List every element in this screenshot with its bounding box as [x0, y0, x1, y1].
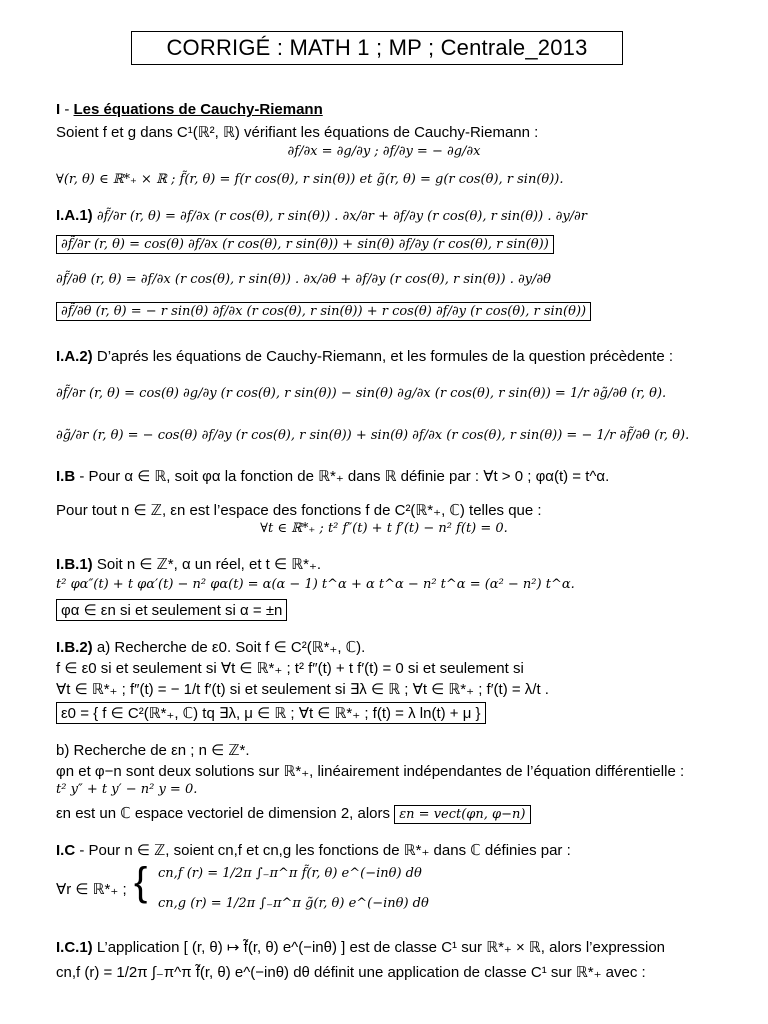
- question-label: I.A.2): [56, 348, 93, 365]
- definition-line: ∀(r, θ) ∈ ℝ*₊ × ℝ ; f̃(r, θ) = f(r cos(θ), r sin(θ)) et g̃(r, θ) = g(r cos(θ), r sin(θ)).: [56, 172, 564, 187]
- ia1-boxed-2: [56, 302, 591, 321]
- boxed-result: ε0 = { f ∈ C²(ℝ*₊, ℂ) tq ∃λ, μ ∈ ℝ ; ∀t ∈ ℝ*₊ ; f(t) = λ ln(t) + μ }: [56, 702, 486, 724]
- ic1-text: [56, 938, 665, 956]
- question-label: I.B.1): [56, 556, 93, 573]
- ia2-eq1: ∂f̃/∂r (r, θ) = cos(θ) ∂g/∂y (r cos(θ), r sin(θ)) − sin(θ) ∂g/∂x (r cos(θ), r sin(θ)) = 1/r ∂g̃/∂θ (r, θ).: [56, 386, 667, 401]
- ic-formula-f: cn,f (r) = 1/2π ∫₋π^π f̃(r, θ) e^(−inθ) dθ: [158, 866, 422, 881]
- ib2-b2: φn et φ−n sont deux solutions sur ℝ*₊, linéairement indépendantes de l’équation différentielle :: [56, 763, 685, 780]
- ib-equation: ∀t ∈ ℝ*₊ ; t² f″(t) + t f′(t) − n² f(t) = 0.: [260, 521, 508, 536]
- ib2-boxed: [56, 702, 486, 724]
- ib2-line3: ∀t ∈ ℝ*₊ ; f″(t) = − 1/t f′(t) si et seulement si ∃λ ∈ ℝ ; ∀t ∈ ℝ*₊ ; f′(t) = λ/t .: [56, 681, 549, 698]
- question-label: I.C.1): [56, 939, 93, 956]
- ib1-text: [56, 555, 321, 573]
- ib2-line2: f ∈ ε0 si et seulement si ∀t ∈ ℝ*₊ ; t² f″(t) + t f′(t) = 0 si et seulement si: [56, 660, 524, 677]
- formula: ∂f̃/∂r (r, θ) = ∂f/∂x (r cos(θ), r sin(θ)) . ∂x/∂r + ∂f/∂y (r cos(θ), r sin(θ)) . ∂y/∂r: [96, 209, 587, 224]
- paragraph: - Pour n ∈ ℤ, soient cn,f et cn,g les fonctions de ℝ*₊ dans ℂ définies par :: [75, 842, 571, 859]
- cauchy-riemann-equations: ∂f/∂x = ∂g/∂y ; ∂f/∂y = − ∂g/∂x: [287, 144, 481, 159]
- paragraph: εn est un ℂ espace vectoriel de dimension 2, alors: [56, 805, 391, 822]
- ib2-b3: t² y″ + t y′ − n² y = 0.: [56, 782, 198, 797]
- paragraph: D’aprés les équations de Cauchy-Riemann, et les formules de la question précèdente :: [96, 348, 674, 365]
- ib1-boxed: [56, 599, 287, 621]
- paragraph: L’application [ (r, θ) ↦ f̃(r, θ) e^(−inθ) ] est de classe C¹ sur ℝ*₊ × ℝ, alors l’expression: [92, 939, 666, 956]
- boxed-formula: ∂f̃/∂r (r, θ) = cos(θ) ∂f/∂x (r cos(θ), r sin(θ)) + sin(θ) ∂f/∂y (r cos(θ), r sin(θ)): [56, 235, 554, 254]
- intro-text: Soient f et g dans C¹(ℝ², ℝ) vérifiant les équations de Cauchy-Riemann :: [56, 124, 539, 141]
- ic-formula-g: cn,g (r) = 1/2π ∫₋π^π g̃(r, θ) e^(−inθ) dθ: [158, 896, 429, 911]
- ic-text: [56, 841, 571, 859]
- ib2-a: [56, 638, 365, 656]
- left-brace-icon: {: [134, 860, 148, 904]
- ib2-b4: [56, 804, 531, 824]
- ia1-boxed-1: [56, 235, 554, 254]
- ib2-b: b) Recherche de εn ; n ∈ ℤ*.: [56, 742, 250, 759]
- ic-lead: ∀r ∈ ℝ*₊ ;: [56, 881, 127, 898]
- section-number: I: [56, 101, 61, 118]
- ia1-line3: ∂f̃/∂θ (r, θ) = ∂f/∂x (r cos(θ), r sin(θ)) . ∂x/∂θ + ∂f/∂y (r cos(θ), r sin(θ)) . ∂y/∂θ: [56, 272, 551, 287]
- boxed-result: εn = vect(φn, φ−n): [394, 805, 530, 824]
- question-label: I.C: [56, 842, 76, 859]
- paragraph: Soit n ∈ ℤ*, α un réel, et t ∈ ℝ*₊.: [92, 556, 322, 573]
- ia2-text: [56, 348, 673, 365]
- paragraph: a) Recherche de ε0. Soit f ∈ C²(ℝ*₊, ℂ).: [92, 639, 366, 656]
- ia2-eq2: ∂g̃/∂r (r, θ) = − cos(θ) ∂f/∂y (r cos(θ), r sin(θ)) + sin(θ) ∂f/∂x (r cos(θ), r sin(θ)) = − 1/r ∂f̃/∂θ (r, θ).: [56, 428, 690, 443]
- ib-text2: Pour tout n ∈ ℤ, εn est l’espace des fonctions f de C²(ℝ*₊, ℂ) telles que :: [56, 502, 542, 519]
- question-label: I.A.1): [56, 207, 93, 224]
- ia1-line1: [56, 207, 587, 224]
- section-title: Les équations de Cauchy-Riemann: [73, 101, 323, 118]
- section-heading: I - Les équations de Cauchy-Riemann: [56, 101, 323, 118]
- ib-text: [56, 467, 609, 485]
- paragraph: - Pour α ∈ ℝ, soit φα la fonction de ℝ*₊ dans ℝ définie par : ∀t > 0 ; φα(t) = t^α.: [75, 468, 610, 485]
- ib1-equation: t² φα″(t) + t φα′(t) − n² φα(t) = α(α − 1) t^α + α t^α − n² t^α = (α² − n²) t^α.: [56, 577, 575, 592]
- boxed-formula: ∂f̃/∂θ (r, θ) = − r sin(θ) ∂f/∂x (r cos(θ), r sin(θ)) + r cos(θ) ∂f/∂y (r cos(θ), r sin(θ)): [56, 302, 591, 321]
- document-title: CORRIGÉ : MATH 1 ; MP ; Centrale_2013: [131, 31, 623, 65]
- question-label: I.B.2): [56, 639, 93, 656]
- ic1-text2: cn,f (r) = 1/2π ∫₋π^π f̃(r, θ) e^(−inθ) dθ définit une application de classe C¹ sur ℝ*₊ avec :: [56, 964, 646, 981]
- boxed-result: φα ∈ εn si et seulement si α = ±n: [56, 599, 287, 621]
- question-label: I.B: [56, 468, 76, 485]
